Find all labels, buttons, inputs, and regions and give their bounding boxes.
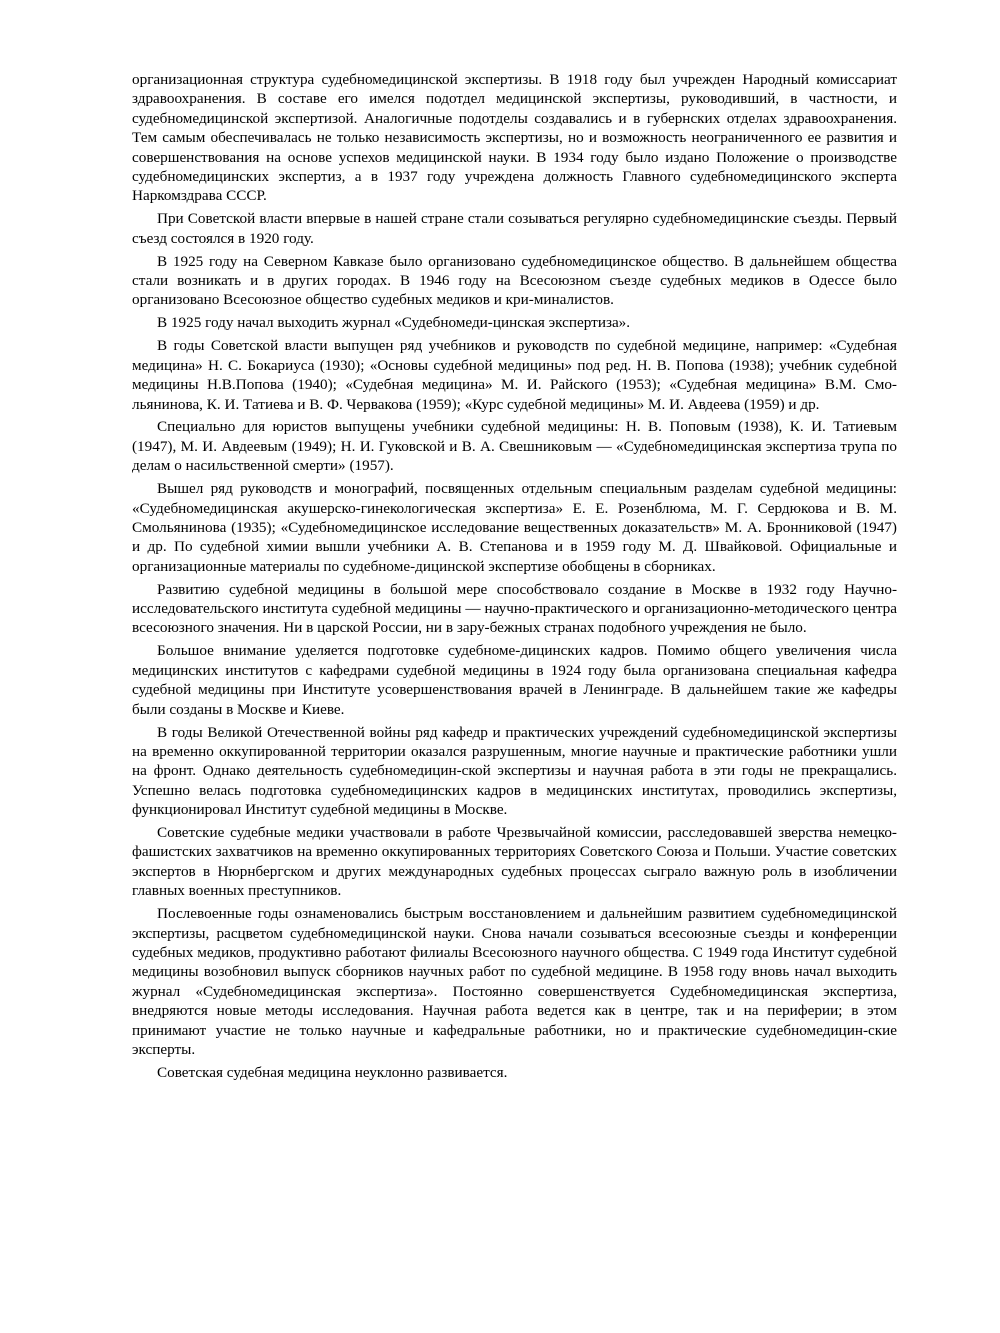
paragraph-8: Развитию судебной медицины в большой мере способствовало создание в Москве в 1932 году Научно-исследовательского института судебной медицины — научно-практического и организационно-методического центра всесоюзного значения. Ни в царской России, ни в зару-бежных странах подобного учреждения не было.: [132, 580, 897, 637]
paragraph-3: В 1925 году на Северном Кавказе было организовано судебномедицинское общество. В дальнейшем общества стали возникать и в других городах. В 1946 году на Всесоюзном съезде судебных медиков в Одессе было организовано Всесоюзное общество судебных медиков и кри-миналистов.: [132, 252, 897, 309]
paragraph-9: Большое внимание уделяется подготовке судебноме-дицинских кадров. Помимо общего увеличения числа медицинских институтов с кафедрами судебной медицины в 1924 году была организована специальная кафедра судебной медицины при Институте усовершенствования врачей в Ленинграде. В дальнейшем такие же кафедры были созданы в Москве и Киеве.: [132, 642, 897, 718]
paragraph-12: Послевоенные годы ознаменовались быстрым восстановлением и дальнейшим развитием судебномедицинской экспертизы, расцветом судебномедицинской науки. Снова начали созываться всесоюзные съезды и конференции судебных медиков, продуктивно работают филиалы Всесоюзного научного общества. С 1949 года Институт судебной медицины возобновил выпуск сборников научных работ по судебной медицине. В 1958 году вновь начал выходить журнал «Судебномедицинская экспертиза». Постоянно совершенствуется Судебномедицинская экспертиза, внедряются новые методы исследования. Научная работа ведется как в центре, так и на периферии; в этом принимают участие не только научные и кафедральные работники, но и практические судебномедицин-ские эксперты.: [132, 905, 897, 1058]
paragraph-6: Специально для юристов выпущены учебники судебной медицины: Н. В. Поповым (1938), К. И. Татиевым (1947), М. И. Авдеевым (1949); Н. И. Гуковской и В. А. Свешниковым — «Судебномедицинская экспертиза трупа по делам о насильственной смерти» (1957).: [132, 418, 897, 475]
paragraph-2: При Советской власти впервые в нашей стране стали созываться регулярно судебномедицинские съезды. Первый съезд состоялся в 1920 году.: [132, 210, 897, 247]
document-page: [132, 70, 897, 1086]
paragraph-1: организационная структура судебномедицинской экспертизы. В 1918 году был учрежден Народный комиссариат здравоохранения. В составе его имелся подотдел медицинской экспертизы, руководивший, в частности, и судебномедицинской экспертизой. Аналогичные подотделы создавались и в губернских отделах здравоохранения. Тем самым обеспечивалась не только независимость экспертизы, но и возможность неограниченного ее развития и совершенствования на основе успехов медицинской науки. В 1934 году было издано Положение о производстве судебномедицинских экспертиз, а в 1937 году учреждена должность Главного судебномедицинского эксперта Наркомздрава СССР.: [132, 71, 897, 205]
paragraph-7: Вышел ряд руководств и монографий, посвященных отдельным специальным разделам судебной медицины: «Судебномедицинская акушерско-гинекологическая экспертиза» Е. Е. Розенблюма, М. Г. Сердюкова и В. М. Смольянинова (1935); «Судебномедицинское исследование вещественных доказательств» М. А. Бронниковой (1947) и др. По судебной химии вышли учебники А. В. Степанова и в 1959 году М. Д. Швайковой. Официальные и организационные материалы по судебноме-дицинской экспертизе обобщены в сборниках.: [132, 480, 897, 575]
paragraph-11: Советские судебные медики участвовали в работе Чрезвычайной комиссии, расследовавшей зверства немецко-фашистских захватчиков на временно оккупированных территориях Советского Союза и Польши. Участие советских экспертов в Нюрнбергском и других международных судебных процессах сыграло важную роль в изобличении главных военных преступников.: [132, 824, 897, 900]
paragraph-4: В 1925 году начал выходить журнал «Судебномеди-цинская экспертиза».: [157, 314, 631, 332]
paragraph-10: В годы Великой Отечественной войны ряд кафедр и практических учреждений судебномедицинской экспертизы на временно оккупированной территории оказался разрушенным, многие научные и практические работники ушли на фронт. Однако деятельность судебномедицин-ской экспертизы и научная работа в эти годы не прекращались. Успешно велась подготовка судебномедицинских кадров в медицинских институтах, проводились экспертизы, функционировал Институт судебной медицины в Москве.: [132, 723, 897, 819]
paragraph-5: В годы Советской власти выпущен ряд учебников и руководств по судебной медицине, например: «Судебная медицина» Н. С. Бокариуса (1930); «Основы судебной медицины» под ред. Н. В. Попова (1938); учебник судебной медицины Н.В.Попова (1940); «Судебная медицина» М. И. Райского (1953); «Судебная медицина» В.М. Смо-льянинова, К. И. Татиева и В. Ф. Червакова (1959); «Курс судебной медицины» М. И. Авдеева (1959) и др.: [132, 337, 897, 413]
paragraph-13: Советская судебная медицина неуклонно развивается.: [157, 1063, 508, 1081]
